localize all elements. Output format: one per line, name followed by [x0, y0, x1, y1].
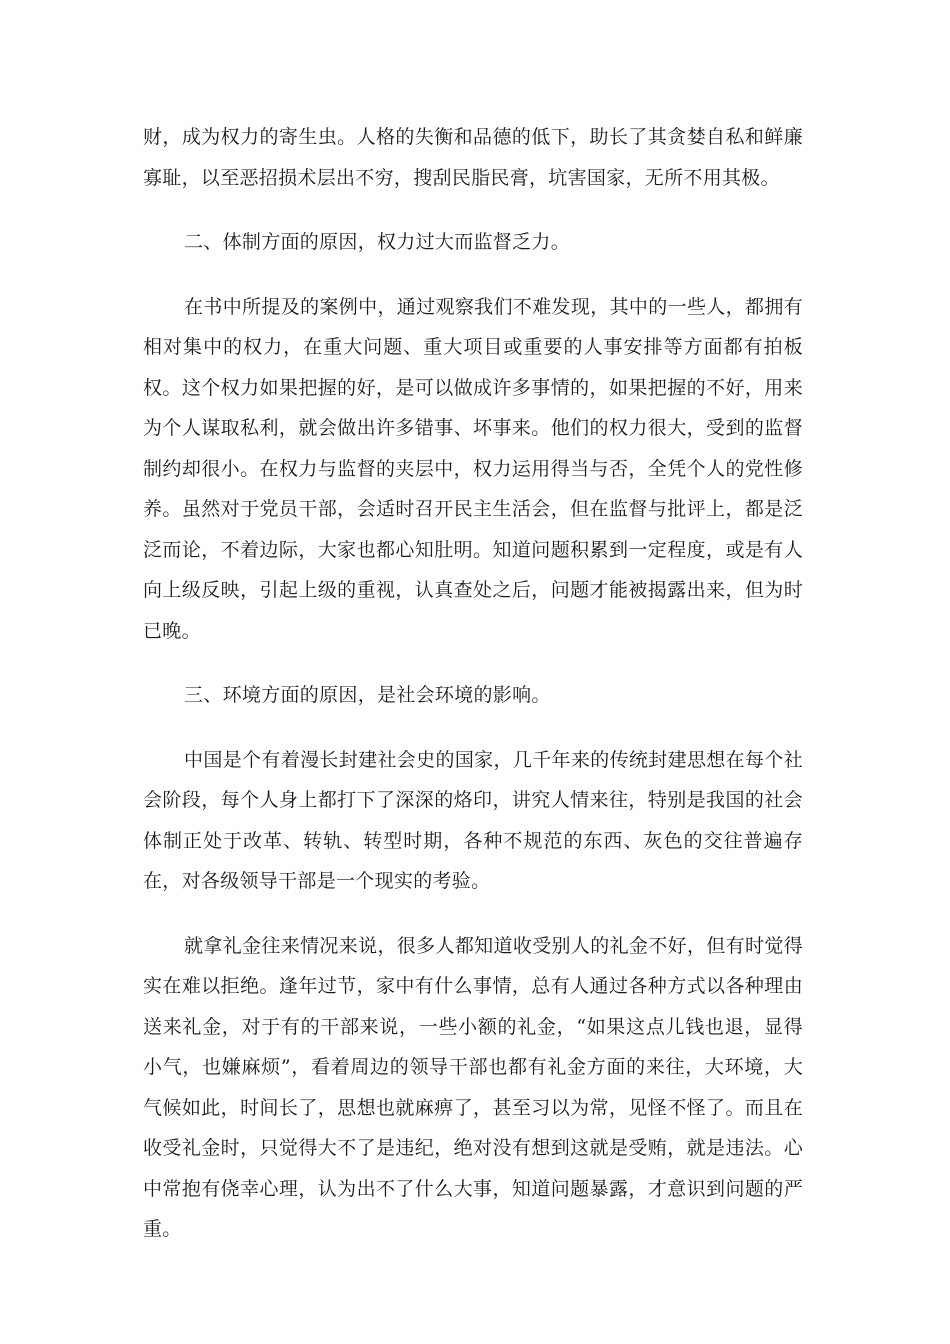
paragraph-continuation: 财，成为权力的寄生虫。人格的失衡和品德的低下，助长了其贪婪自私和鲜廉寡耻，以至恶招损术层出不穷，搜刮民脂民膏，坑害国家，无所不用其极。 [143, 126, 803, 189]
document-body [143, 117, 803, 1274]
paragraph-environment: 中国是个有着漫长封建社会史的国家，几千年来的传统封建思想在每个社会阶段，每个人身上都打下了深深的烙印，讲究人情来往，特别是我国的社会体制正处于改革、转轨、转型时期，各种不规范的东西、灰色的交往普遍存在，对各级领导干部是一个现实的考验。 [143, 748, 803, 892]
section-heading-institutional: 二、体制方面的原因，权力过大而监督乏力。 [184, 231, 571, 253]
section-heading-environment: 三、环境方面的原因，是社会环境的影响。 [184, 684, 551, 706]
paragraph-gift-money: 就拿礼金往来情况来说，很多人都知道收受别人的礼金不好，但有时觉得实在难以拒绝。逢年过节，家中有什么事情，总有人通过各种方式以各种理由送来礼金，对于有的干部来说，一些小额的礼金，“如果这点儿钱也退，显得小气，也嫌麻烦”，看着周边的领导干部也都有礼金方面的来往，大环境，大气候如此，时间长了，思想也就麻痹了，甚至习以为常，见怪不怪了。而且在收受礼金时，只觉得大不了是违纪，绝对没有想到这就是受贿，就是违法。心中常抱有侥幸心理，认为出不了什么大事，知道问题暴露，才意识到问题的严重。 [143, 934, 803, 1240]
paragraph-institutional: 在书中所提及的案例中，通过观察我们不难发现，其中的一些人，都拥有相对集中的权力，在重大问题、重大项目或重要的人事安排等方面都有拍板权。这个权力如果把握的好，是可以做成许多事情的，如果把握的不好，用来为个人谋取私利，就会做出许多错事、坏事来。他们的权力很大，受到的监督制约却很小。在权力与监督的夹层中，权力运用得当与否，全凭个人的党性修养。虽然对于党员干部，会适时召开民主生活会，但在监督与批评上，都是泛泛而论，不着边际，大家也都心知肚明。知道问题积累到一定程度，或是有人向上级反映，引起上级的重视，认真查处之后，问题才能被揭露出来，但为时已晚。 [143, 295, 803, 642]
